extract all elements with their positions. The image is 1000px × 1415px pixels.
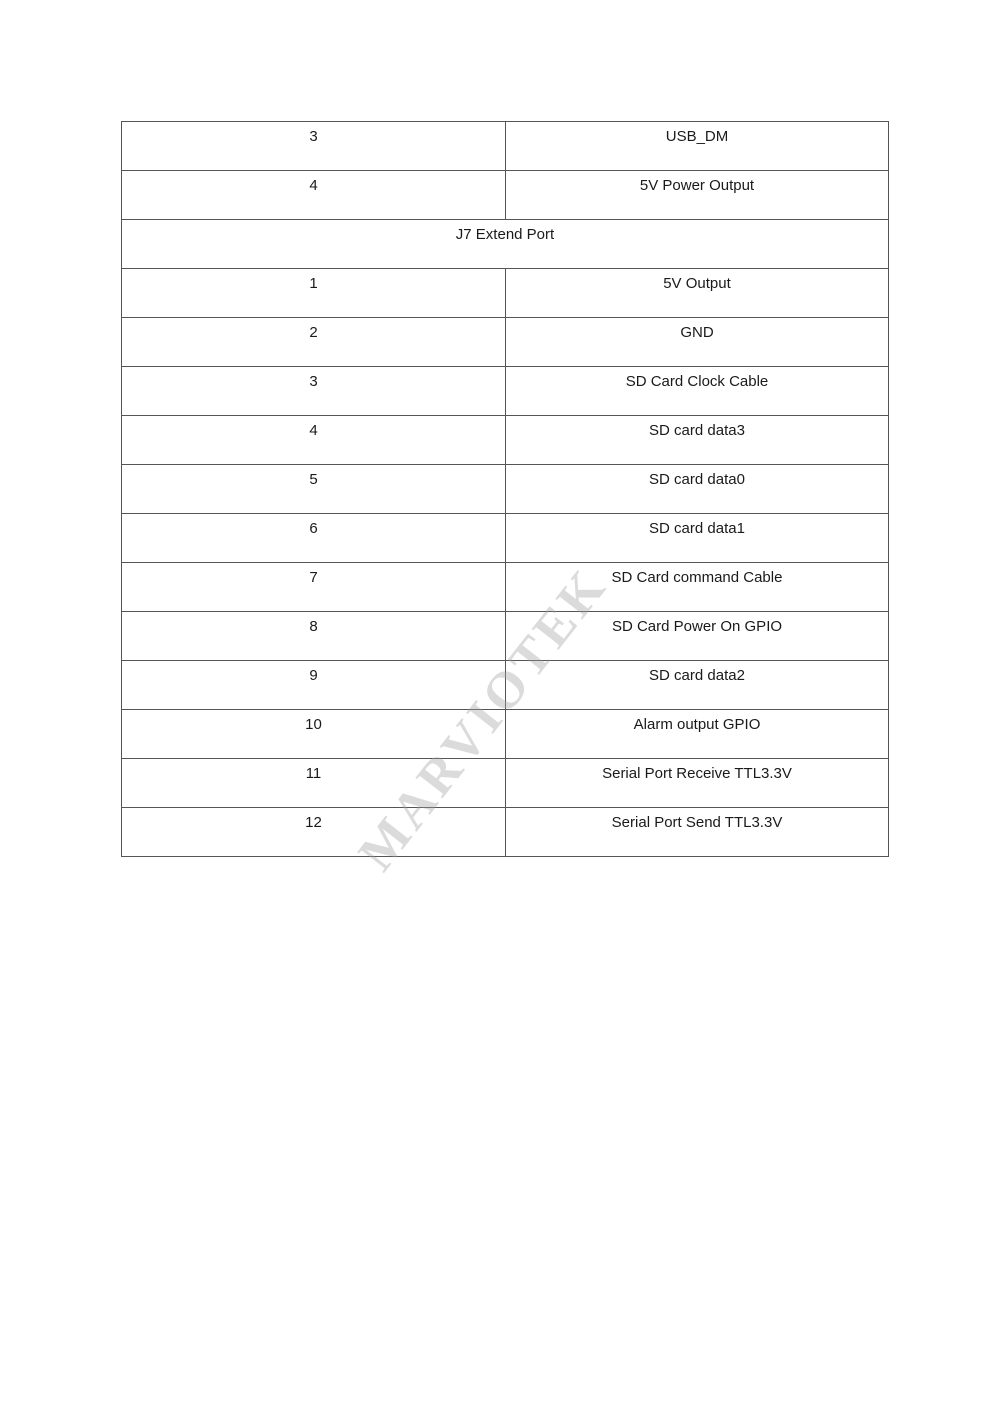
pin-function-cell bbox=[506, 612, 889, 661]
table-row bbox=[122, 465, 889, 514]
table-row bbox=[122, 171, 889, 220]
pin-number: 9 bbox=[309, 667, 318, 684]
table-row bbox=[122, 416, 889, 465]
watermark: MARVIOTEK bbox=[347, 557, 619, 882]
pin-number-cell bbox=[122, 563, 506, 612]
pin-number: 4 bbox=[309, 422, 318, 439]
pin-number: 2 bbox=[309, 324, 318, 341]
pin-number: 3 bbox=[309, 128, 318, 145]
pin-function-cell bbox=[506, 367, 889, 416]
table-row bbox=[122, 612, 889, 661]
pin-number-cell bbox=[122, 514, 506, 563]
pin-table bbox=[121, 121, 889, 857]
pin-table-body bbox=[122, 122, 889, 857]
section-row bbox=[122, 220, 889, 269]
pin-number-cell bbox=[122, 710, 506, 759]
pin-function: SD Card Clock Cable bbox=[625, 373, 769, 390]
pin-function: Serial Port Receive TTL3.3V bbox=[602, 765, 792, 782]
pin-function: 5V Output bbox=[663, 275, 731, 292]
pin-function: Serial Port Send TTL3.3V bbox=[611, 814, 783, 831]
pin-function: SD card data3 bbox=[649, 422, 745, 439]
pin-function-cell bbox=[506, 269, 889, 318]
table-row bbox=[122, 661, 889, 710]
pin-function-cell bbox=[506, 514, 889, 563]
table-row bbox=[122, 759, 889, 808]
pin-number-cell bbox=[122, 122, 506, 171]
table-row bbox=[122, 269, 889, 318]
pin-number-cell bbox=[122, 759, 506, 808]
pin-function: GND bbox=[680, 324, 714, 341]
pin-number: 6 bbox=[309, 520, 318, 537]
pin-number-cell bbox=[122, 318, 506, 367]
pin-function: USB_DM bbox=[665, 128, 729, 145]
pin-number: 4 bbox=[309, 177, 318, 194]
pin-function-cell bbox=[506, 563, 889, 612]
pin-number-cell bbox=[122, 661, 506, 710]
pin-function-cell bbox=[506, 416, 889, 465]
table-row bbox=[122, 563, 889, 612]
pin-function: SD card data2 bbox=[649, 667, 745, 684]
pin-number: 5 bbox=[309, 471, 318, 488]
pin-function: SD Card command Cable bbox=[611, 569, 783, 586]
pin-number-cell bbox=[122, 465, 506, 514]
pin-number-cell bbox=[122, 171, 506, 220]
table-row bbox=[122, 710, 889, 759]
pin-number-cell bbox=[122, 269, 506, 318]
section-title: J7 Extend Port bbox=[455, 226, 555, 243]
pin-function-cell bbox=[506, 465, 889, 514]
pin-number: 3 bbox=[309, 373, 318, 390]
table-row bbox=[122, 122, 889, 171]
pin-function-cell bbox=[506, 661, 889, 710]
pin-function-cell bbox=[506, 122, 889, 171]
section-header-cell bbox=[122, 220, 889, 269]
pin-function-cell bbox=[506, 318, 889, 367]
pin-number: 8 bbox=[309, 618, 318, 635]
table-row bbox=[122, 367, 889, 416]
pin-number: 12 bbox=[305, 814, 322, 831]
pin-function-cell bbox=[506, 710, 889, 759]
pin-number: 7 bbox=[309, 569, 318, 586]
pin-function-cell bbox=[506, 808, 889, 857]
pin-function: Alarm output GPIO bbox=[633, 716, 761, 733]
pin-number-cell bbox=[122, 808, 506, 857]
table-row bbox=[122, 808, 889, 857]
pin-function: SD card data0 bbox=[649, 471, 745, 488]
table-row bbox=[122, 318, 889, 367]
pin-number-cell bbox=[122, 367, 506, 416]
table-row bbox=[122, 514, 889, 563]
pin-function: SD card data1 bbox=[649, 520, 745, 537]
pin-function-cell bbox=[506, 759, 889, 808]
pin-number: 10 bbox=[305, 716, 322, 733]
pin-function: SD Card Power On GPIO bbox=[611, 618, 783, 635]
pin-function: 5V Power Output bbox=[639, 177, 755, 194]
pin-number-cell bbox=[122, 612, 506, 661]
pin-function-cell bbox=[506, 171, 889, 220]
pin-number: 1 bbox=[309, 275, 318, 292]
pin-number-cell bbox=[122, 416, 506, 465]
pin-number: 11 bbox=[305, 765, 322, 782]
